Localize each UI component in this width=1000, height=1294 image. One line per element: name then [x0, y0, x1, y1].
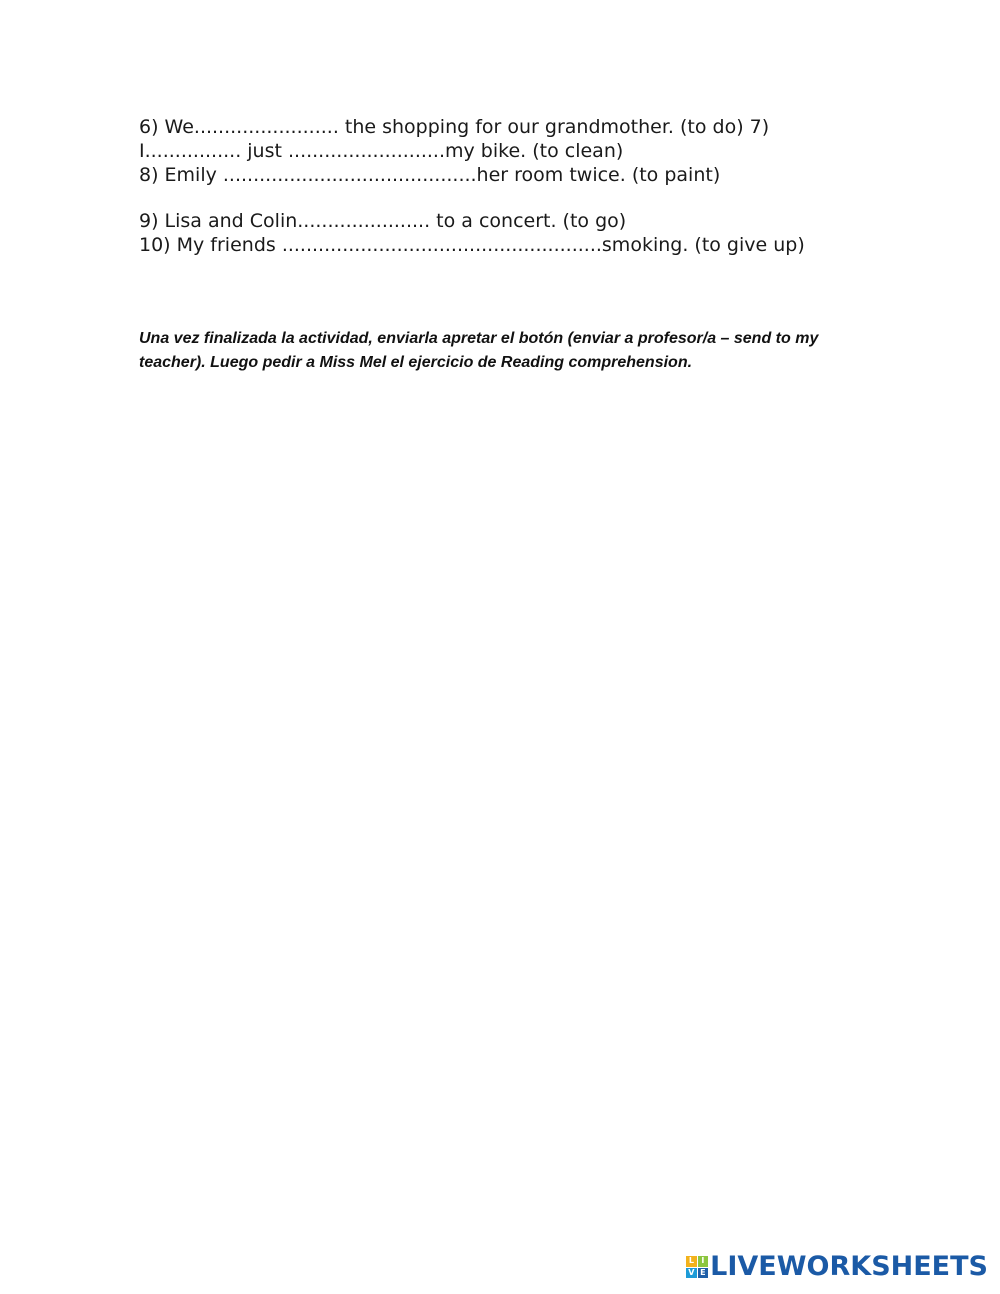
liveworksheets-logo-icon	[686, 1256, 708, 1278]
logo-tile-e: E	[698, 1268, 709, 1279]
exercise-line-8: 8) Emily ..........................................her room twice. (to paint)	[139, 164, 721, 186]
instructions-note: Una vez finalizada la actividad, enviarla apretar el botón (enviar a profesor/a – send to my teacher). Luego pedir a Miss Mel el ejercicio de Reading comprehension.	[139, 330, 819, 371]
logo-tile-v: V	[686, 1268, 697, 1279]
exercise-line-7: I................ just ..........................my bike. (to clean)	[139, 140, 624, 162]
exercise-line-10: 10) My friends .....................................................smoking. (to give up)	[139, 234, 805, 256]
exercise-block	[139, 115, 859, 257]
logo-tile-l: L	[686, 1256, 697, 1267]
brand-name: LIVEWORKSHEETS	[710, 1251, 988, 1282]
exercise-line-6: 6) We........................ the shopping for our grandmother. (to do) 7)	[139, 116, 770, 138]
liveworksheets-logo	[686, 1252, 988, 1282]
logo-tile-i: I	[698, 1256, 709, 1267]
paragraph-spacer	[139, 187, 859, 209]
exercise-line-9: 9) Lisa and Colin...................... to a concert. (to go)	[139, 210, 627, 232]
